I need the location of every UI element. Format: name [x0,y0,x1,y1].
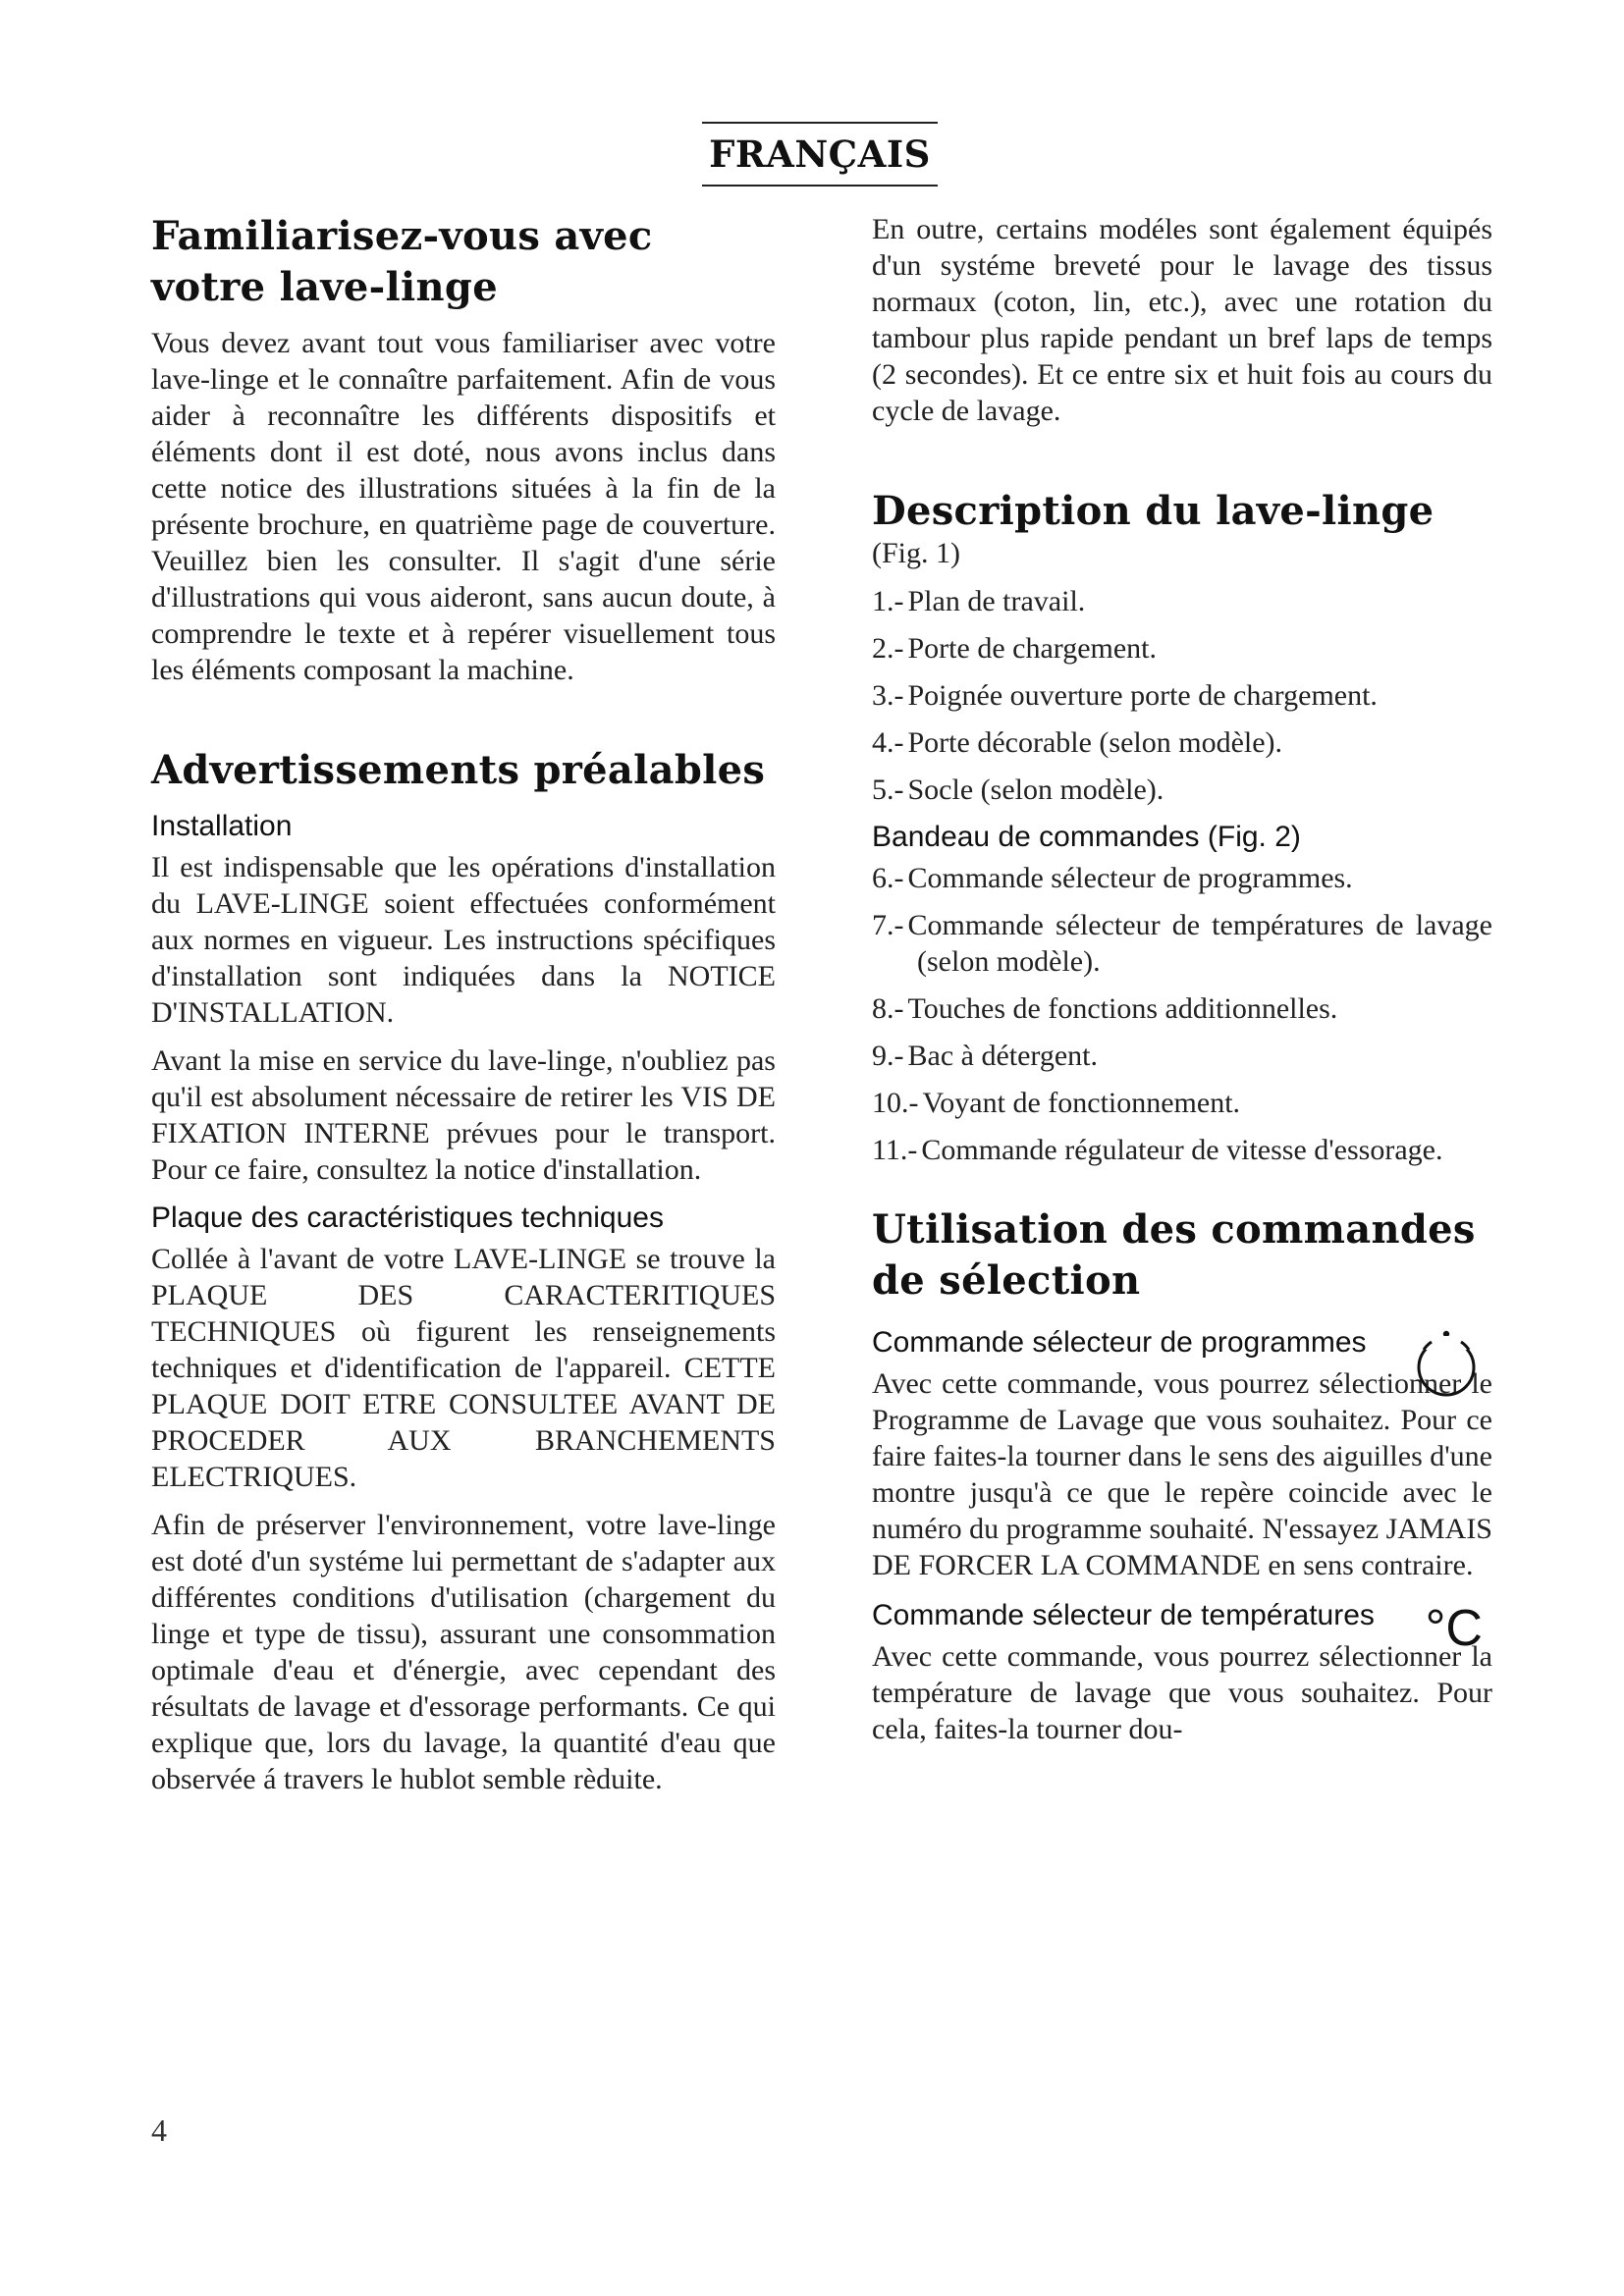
list-item: 3.- Poignée ouverture porte de chargement. [872,679,1378,712]
section-title-familiarisez: Familiarisez-vous avec votre lave-linge [151,213,653,310]
fig-reference: (Fig. 1) [872,537,960,569]
right-column [872,211,1492,1759]
installation-paragraph-1: Il est indispensable que les opérations d'installation du LAVE-LINGE soient effectuées conformément aux normes en vigueur. Les instructions spécifiques d'installation sont indiquées dans la NOTICE D'INSTALLATION. [151,851,776,1029]
list-item: 2.- Porte de chargement. [872,632,1158,665]
list-item: 6.- Commande sélecteur de programmes. [872,862,1353,894]
page-number: 4 [151,2112,167,2148]
list-item: 11.- Commande régulateur de vitesse d'essorage. [872,1134,1443,1166]
familiarisez-paragraph: Vous devez avant tout vous familiariser avec votre lave-linge et le connaître parfaitement. Afin de vous aider à reconnaître les différents dispositifs et éléments dont il est doté, nous avons inclus dans cette notice des illustrations situées à la fin de la présente brochure, en quatrième page de couverture. Veuillez bien les consulter. Il s'agit d'une série d'illustrations qui vous aideront, sans aucun doute, à comprendre le texte et à repérer visuellement tous les éléments composant la machine. [151,327,776,686]
list-item: 1.- Plan de travail. [872,585,1086,617]
section-title-avertissements: Advertissements préalables [151,747,766,793]
temperature-selector-block [872,1597,1492,1747]
section-title-description: Description du lave-linge [872,488,1435,534]
description-list [872,583,1492,808]
program-selector-block [872,1324,1492,1583]
list-item: 4.- Porte décorable (selon modèle). [872,726,1283,759]
celsius-icon: °C [1425,1600,1483,1657]
list-item: 8.- Touches de fonctions additionnelles. [872,992,1338,1025]
program-selector-paragraph: Avec cette commande, vous pourrez sélectionner le Programme de Lavage que vous souhaitez. Pour ce faire faites-la tourner dans le sens des aiguilles d'une montre jusqu'à ce que le repère coincide avec le numéro du programme souhaité. N'essayez JAMAIS DE FORCER LA COMMANDE en sens contraire. [872,1367,1492,1581]
list-item: 10.- Voyant de fonctionnement. [872,1087,1241,1119]
intro-paragraph: En outre, certains modéles sont également équipés d'un systéme breveté pour le lavage des tissus normaux (coton, lin, etc.), avec une rotation du tambour plus rapide pendant un bref laps de temps (2 secondes). Et ce entre six et huit fois au cours du cycle de lavage. [872,213,1492,427]
language-header [702,122,938,187]
language-label: FRANÇAIS [709,133,931,176]
list-item: 5.- Socle (selon modèle). [872,774,1164,806]
installation-paragraph-2: Avant la mise en service du lave-linge, n'oubliez pas qu'il est absolument nécessaire de retirer les VIS DE FIXATION INTERNE prévues pour le transport. Pour ce faire, consultez la notice d'installation. [151,1044,776,1186]
plaque-paragraph-2: Afin de préserver l'environnement, votre lave-linge est doté d'un systéme lui permettant de s'adapter aux différentes conditions d'utilisation (chargement du linge et type de tissu), assurant une consommation optimale d'eau et d'énergie, avec cependant des résultats de lavage et d'essorage performants. Ce qui explique que, lors du lavage, la quantité d'eau que observée á travers le hublot semble rèduite. [151,1509,776,1795]
list-item: 7.- Commande sélecteur de températures de lavage (selon modèle). [872,909,1492,978]
temperature-selector-paragraph: Avec cette commande, vous pourrez sélectionner la température de lavage que vous souhaitez. Pour cela, faites-la tourner dou- [872,1640,1492,1745]
section-title-utilisation: Utilisation des commandes de sélection [872,1206,1476,1304]
panel-list [872,860,1492,1168]
list-item: 9.- Bac à détergent. [872,1040,1099,1072]
subheading-plaque: Plaque des caractéristiques techniques [151,1201,664,1234]
plaque-paragraph-1: Collée à l'avant de votre LAVE-LINGE se trouve la PLAQUE DES CARACTERITIQUES TECHNIQUES où figurent les renseignements techniques et d'identification de l'appareil. CETTE PLAQUE DOIT ETRE CONSULTEE AVANT DE PROCEDER AUX BRANCHEMENTS ELECTRIQUES. [151,1243,776,1493]
header-bottom-rule [702,185,938,187]
subheading-installation: Installation [151,810,293,842]
program-dial-icon [1412,1328,1481,1405]
subheading-program-selector: Commande sélecteur de programmes [872,1326,1367,1359]
left-column [151,211,776,1809]
subheading-temperature-selector: Commande sélecteur de températures [872,1599,1375,1631]
subheading-bandeau: Bandeau de commandes (Fig. 2) [872,821,1301,853]
